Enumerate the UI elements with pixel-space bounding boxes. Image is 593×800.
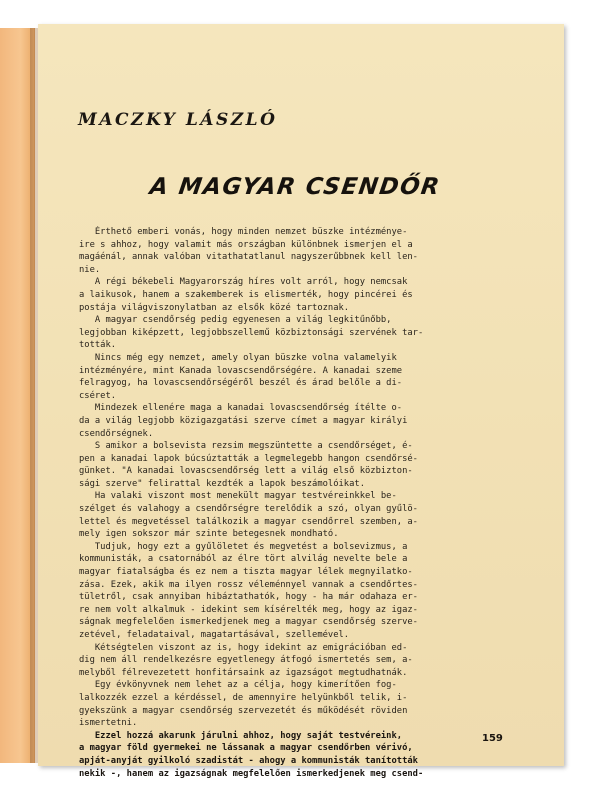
body-line: dig nem áll rendelkezésre egyetlenegy átfogó ismertetés sem, a- [79, 655, 413, 666]
body-line: mely igen sokszor már szinte betegesnek mondható. [79, 529, 339, 540]
body-line: legjobban kiképzett, legjobbszellemű közbiztonsági szervének tar- [79, 327, 424, 338]
body-line: apját-anyját gyilkoló szadistát - ahogy a kommunisták tanították [79, 755, 418, 766]
body-line: tületről, csak annyiban hibáztathatók, hogy - ha már odahaza er- [79, 592, 418, 603]
article-title: A MAGYAR CSENDŐR [148, 174, 443, 200]
body-line: cséret. [79, 390, 117, 401]
body-line: Ezzel hozzá akarunk járulni ahhoz, hogy saját testvéreink, [79, 730, 403, 741]
body-line: magáénál, annak valóban vitathatatlanul nagyszerűbbnek kell len- [79, 252, 418, 263]
author-name: MACZKY LÁSZLÓ [78, 110, 278, 130]
body-line: intézményére, mint Kanada lovascsendőrségére. A kanadai szeme [79, 365, 403, 376]
body-line: tották. [79, 340, 117, 351]
body-line: Tudjuk, hogy ezt a gyűlöletet és megvetést a bolsevizmus, a [79, 541, 408, 552]
body-line: pen a kanadai lapok búcsúztatták a legmelegebb hangon csendőrsé- [79, 453, 418, 464]
body-line: ire s ahhoz, hogy valamit más országban különbnek ismerjen el a [79, 239, 413, 250]
body-line: a magyar föld gyermekei ne lássanak a magyar csendőrben vérivó, [79, 743, 413, 754]
book-spine-shadow [30, 28, 38, 763]
body-line: zása. Ezek, akik ma ilyen rossz véleménnyel vannak a csendőrtes- [79, 579, 418, 590]
article-body [79, 226, 505, 780]
body-line: felragyog, ha lovascsendőrségéről beszél és árad belőle a di- [79, 378, 403, 389]
body-line: szélget és valahogy a csendőrségre terelődik a szó, olyan gyűlö- [79, 504, 418, 515]
body-line: magyar fiatalságba és ez nem a tiszta magyar lélek megnyilatko- [79, 567, 413, 578]
body-line: Egy évkönyvnek nem lehet az a célja, hogy kimerítően fog- [79, 680, 397, 691]
body-line: postája világviszonylatban az elsők közé tartoznak. [79, 302, 350, 313]
body-line: ságnak megfelelően ismerkedjenek meg a magyar csendőrség szerve- [79, 617, 418, 628]
body-line: günket. "A kanadai lovascsendőrség lett a világ első közbizton- [79, 466, 413, 477]
body-line: a laikusok, hanem a szakemberek is elismerték, hogy pincérei és [79, 289, 413, 300]
body-line: Kétségtelen viszont az is, hogy idekint az emigrációban ed- [79, 642, 408, 653]
body-line: nekik -, hanem az igazságnak megfelelően ismerkedjenek meg csend- [79, 768, 424, 779]
body-line: A magyar csendőrség pedig egyenesen a világ legkitűnőbb, [79, 315, 392, 326]
body-line: ismertetni. [79, 718, 138, 729]
body-line: Érthető emberi vonás, hogy minden nemzet büszke intézménye- [79, 227, 408, 237]
body-line: gyekszünk a magyar csendőrség szervezetét és működését röviden [79, 705, 408, 716]
body-line: lettel és megvetéssel találkozik a magyar csendőrrel szemben, a- [79, 516, 418, 527]
body-line: Ha valaki viszont most menekült magyar testvéreinkkel be- [79, 491, 397, 502]
body-line: A régi békebeli Magyarország híres volt arról, hogy nemcsak [79, 277, 408, 288]
body-line: Mindezek ellenére maga a kanadai lovascsendőrség ítélte o- [79, 403, 403, 414]
body-line: melyből félrevezetett honfitársaink az igazságot megtudhatnák. [79, 667, 408, 678]
page-number: 159 [482, 733, 503, 744]
body-line: S amikor a bolsevista rezsim megszüntette a csendőrséget, é- [79, 441, 413, 452]
body-line: da a világ legjobb közigazgatási szerve címet a magyar királyi [79, 415, 408, 426]
body-line: nie. [79, 264, 101, 275]
body-line: kommunisták, a csatornából az élre tört alvilág nevelte bele a [79, 554, 408, 565]
body-line: sági szerve" felirattal kezdték a lapok beszámolóikat. [79, 478, 365, 489]
body-line: zetével, feladataival, magatartásával, szellemével. [79, 630, 350, 640]
body-line: re nem volt alkalmuk - idekint sem kísérelték meg, hogy az igaz- [79, 604, 418, 615]
body-line: Nincs még egy nemzet, amely olyan büszke volna valamelyik [79, 352, 397, 363]
body-line: csendőrségnek. [79, 428, 154, 439]
body-line: lalkozzék ezzel a kérdéssel, de amennyire helyünkből telik, i- [79, 692, 408, 703]
